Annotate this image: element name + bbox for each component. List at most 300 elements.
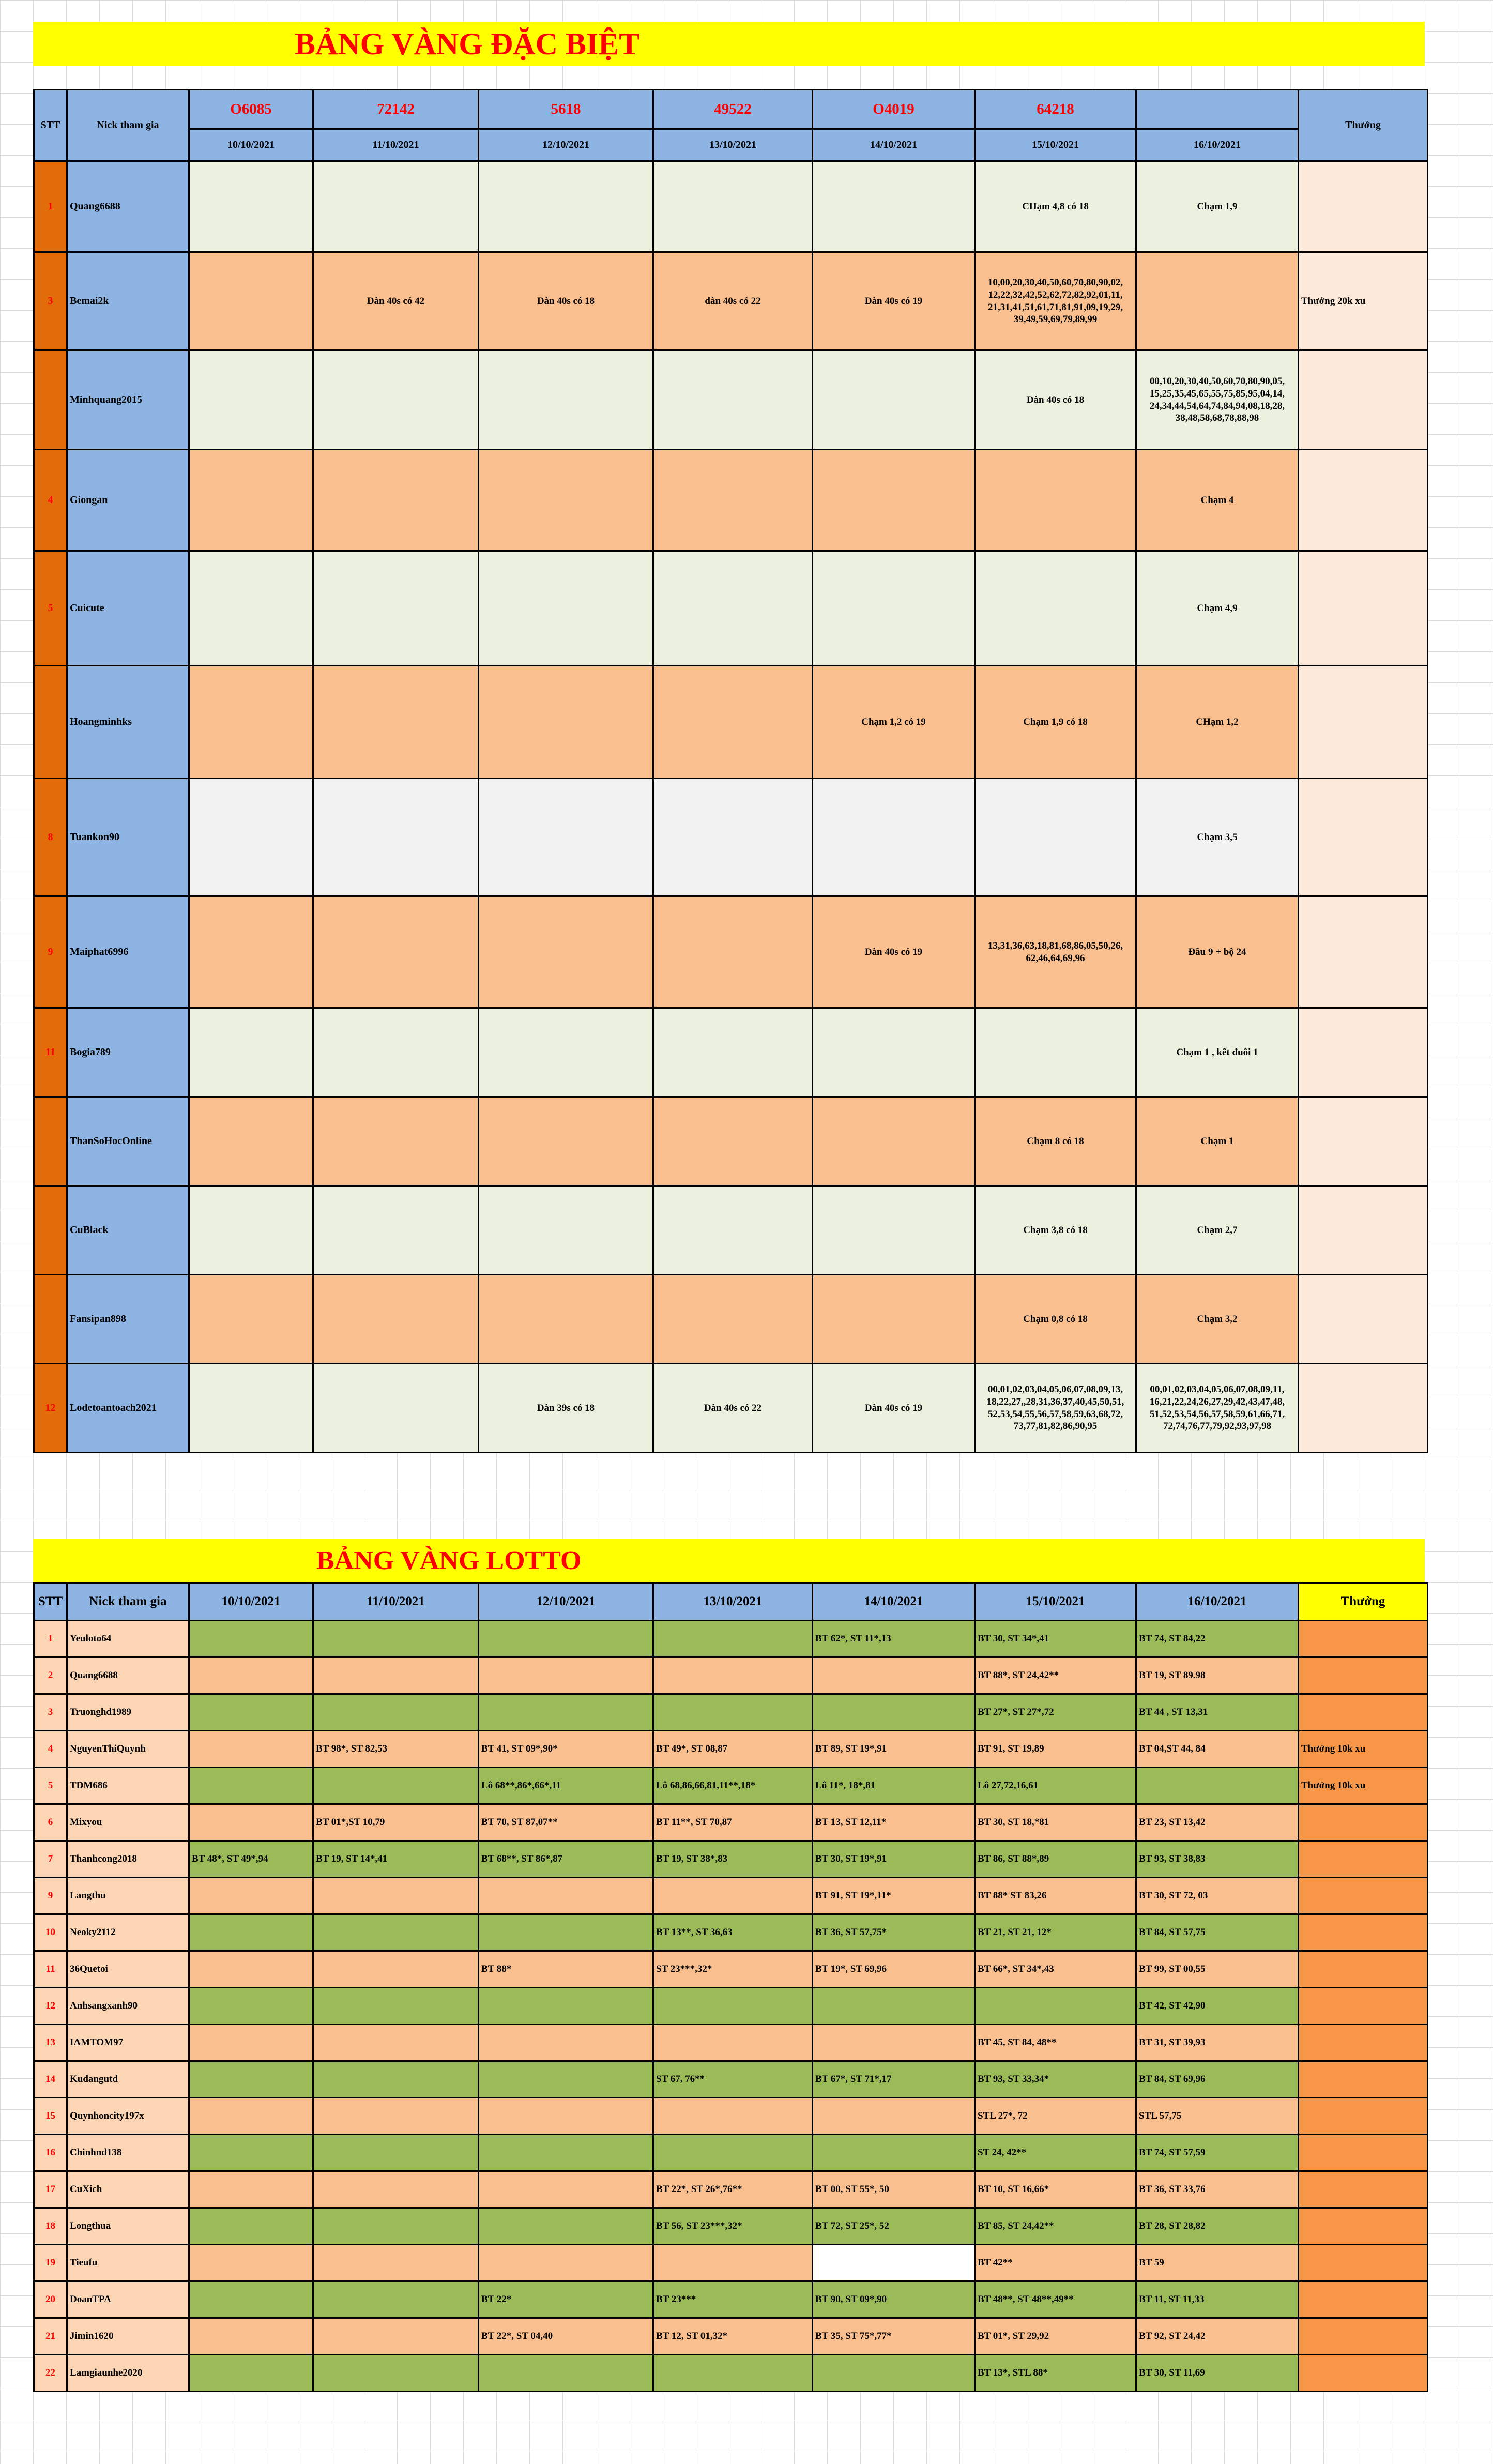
lotto-prediction-cell: BT 22*, ST 26*,76** (653, 2171, 813, 2208)
lotto-row (34, 1951, 1428, 1988)
lotto-prediction-cell (189, 2135, 313, 2171)
lotto-row-stt: 2 (34, 1657, 67, 1694)
reward-cell (1299, 896, 1428, 1008)
lotto-prediction-cell: BT 49*, ST 08,87 (653, 1731, 813, 1768)
result-code (1136, 90, 1299, 129)
lotto-reward-cell: Thưởng 10k xu (1299, 1768, 1428, 1804)
lotto-prediction-cell: BT 98*, ST 82,53 (313, 1731, 479, 1768)
lotto-reward-cell (1299, 1841, 1428, 1878)
lotto-prediction-cell (813, 1694, 975, 1731)
lotto-prediction-cell: BT 19*, ST 69,96 (813, 1951, 975, 1988)
prediction-cell (653, 666, 813, 779)
lotto-prediction-cell (479, 2355, 653, 2392)
result-code: 72142 (313, 90, 479, 129)
lotto-row (34, 1621, 1428, 1657)
lotto-prediction-cell (313, 2245, 479, 2282)
date-header: 14/10/2021 (813, 129, 975, 161)
lotto-prediction-cell (313, 2282, 479, 2318)
lotto-board-title: BẢNG VÀNG LOTTO (33, 1539, 1425, 1582)
lotto-row-nick: NguyenThiQuynh (67, 1731, 189, 1768)
lotto-row-nick: Neoky2112 (67, 1914, 189, 1951)
prediction-cell (975, 450, 1136, 551)
prediction-cell (813, 1186, 975, 1275)
prediction-cell: 00,01,02,03,04,05,06,07,08,09,13, 18,22,27,,28,31,36,37,40,45,50,51, 52,53,54,55,56,57,58,59,63,68,72, 73,77,81,82,86,90,95 (975, 1364, 1136, 1453)
lotto-row-nick: Longthua (67, 2208, 189, 2245)
lotto-prediction-cell: BT 92, ST 24,42 (1136, 2318, 1299, 2355)
lotto-prediction-cell: STL 27*, 72 (975, 2098, 1136, 2135)
lotto-prediction-cell (189, 2025, 313, 2061)
prediction-cell: Chạm 0,8 có 18 (975, 1275, 1136, 1364)
prediction-cell (653, 450, 813, 551)
prediction-cell (189, 666, 313, 779)
row-nick: Bogia789 (67, 1008, 189, 1097)
prediction-cell: 00,01,02,03,04,05,06,07,08,09,11, 16,21,22,24,26,27,29,42,43,47,48, 51,52,53,54,56,57,58,59,61,66,71, 72,74,76,77,79,92,93,97,98 (1136, 1364, 1299, 1453)
date-header: 15/10/2021 (975, 129, 1136, 161)
header-reward: Thưởng (1299, 90, 1428, 161)
lotto-reward-cell (1299, 2245, 1428, 2282)
lotto-row (34, 2282, 1428, 2318)
lotto-prediction-cell: BT 93, ST 38,83 (1136, 1841, 1299, 1878)
lotto-reward-cell (1299, 2135, 1428, 2171)
header-nick: Nick tham gia (67, 90, 189, 161)
lotto-row (34, 2208, 1428, 2245)
result-code: 5618 (479, 90, 653, 129)
prediction-cell: Chạm 1,9 có 18 (975, 666, 1136, 779)
lotto-prediction-cell (313, 1914, 479, 1951)
lotto-prediction-cell: BT 30, ST 19*,91 (813, 1841, 975, 1878)
lotto-prediction-cell: BT 70, ST 87,07** (479, 1804, 653, 1841)
lotto-reward-cell (1299, 1914, 1428, 1951)
prediction-cell: Dàn 40s có 19 (813, 1364, 975, 1453)
prediction-cell (189, 252, 313, 351)
reward-cell (1299, 351, 1428, 450)
date-header: 11/10/2021 (313, 129, 479, 161)
reward-cell: Thưởng 20k xu (1299, 252, 1428, 351)
lotto-prediction-cell (653, 1988, 813, 2025)
lotto-prediction-cell: BT 30, ST 34*,41 (975, 1621, 1136, 1657)
lotto-prediction-cell: BT 36, ST 57,75* (813, 1914, 975, 1951)
row-nick: Hoangminhks (67, 666, 189, 779)
special-row (34, 252, 1428, 351)
lotto-row (34, 1988, 1428, 2025)
reward-cell (1299, 161, 1428, 252)
lotto-date-header: 15/10/2021 (975, 1583, 1136, 1621)
lotto-row (34, 1804, 1428, 1841)
row-nick: Tuankon90 (67, 779, 189, 896)
lotto-prediction-cell: BT 19, ST 89.98 (1136, 1657, 1299, 1694)
lotto-prediction-cell (189, 1988, 313, 2025)
prediction-cell (479, 450, 653, 551)
lotto-row-stt: 9 (34, 1878, 67, 1914)
special-board-title: BẢNG VÀNG ĐẶC BIỆT (33, 22, 1425, 66)
lotto-prediction-cell: BT 45, ST 84, 48** (975, 2025, 1136, 2061)
lotto-prediction-cell (313, 2135, 479, 2171)
lotto-prediction-cell (313, 1878, 479, 1914)
date-header: 12/10/2021 (479, 129, 653, 161)
lotto-reward-cell (1299, 1694, 1428, 1731)
lotto-prediction-cell (813, 2098, 975, 2135)
lotto-prediction-cell (189, 1914, 313, 1951)
prediction-cell (189, 779, 313, 896)
lotto-prediction-cell (479, 1878, 653, 1914)
row-stt: 8 (34, 779, 67, 896)
lotto-prediction-cell: Lô 27,72,16,61 (975, 1768, 1136, 1804)
date-header: 16/10/2021 (1136, 129, 1299, 161)
lotto-board-table (33, 1582, 1428, 2392)
lotto-prediction-cell (189, 1694, 313, 1731)
lotto-prediction-cell (479, 2061, 653, 2098)
lotto-prediction-cell: BT 23, ST 13,42 (1136, 1804, 1299, 1841)
prediction-cell (1136, 252, 1299, 351)
lotto-prediction-cell (189, 2355, 313, 2392)
lotto-prediction-cell (813, 2135, 975, 2171)
lotto-reward-cell (1299, 2061, 1428, 2098)
lotto-prediction-cell (189, 1657, 313, 1694)
lotto-row-nick: Quynhoncity197x (67, 2098, 189, 2135)
lotto-prediction-cell (313, 1694, 479, 1731)
prediction-cell (189, 351, 313, 450)
lotto-prediction-cell (189, 2208, 313, 2245)
lotto-row-stt: 3 (34, 1694, 67, 1731)
lotto-prediction-cell: BT 10, ST 16,66* (975, 2171, 1136, 2208)
reward-cell (1299, 450, 1428, 551)
lotto-prediction-cell: BT 36, ST 33,76 (1136, 2171, 1299, 2208)
row-stt: 5 (34, 551, 67, 666)
prediction-cell (313, 161, 479, 252)
prediction-cell: 10,00,20,30,40,50,60,70,80,90,02, 12,22,32,42,52,62,72,82,92,01,11, 21,31,41,51,61,71,81,91,09,19,29, 39,49,59,69,79,89,99 (975, 252, 1136, 351)
lotto-prediction-cell (189, 1731, 313, 1768)
special-row (34, 450, 1428, 551)
lotto-prediction-cell (479, 1621, 653, 1657)
lotto-prediction-cell (653, 2245, 813, 2282)
lotto-prediction-cell: BT 42, ST 42,90 (1136, 1988, 1299, 2025)
prediction-cell: Dàn 40s có 18 (975, 351, 1136, 450)
lotto-row-nick: Tieufu (67, 2245, 189, 2282)
lotto-prediction-cell (313, 1657, 479, 1694)
lotto-row (34, 1878, 1428, 1914)
prediction-cell (313, 779, 479, 896)
prediction-cell (813, 351, 975, 450)
special-row (34, 1275, 1428, 1364)
lotto-row-nick: TDM686 (67, 1768, 189, 1804)
lotto-prediction-cell: BT 68**, ST 86*,87 (479, 1841, 653, 1878)
row-nick: Maiphat6996 (67, 896, 189, 1008)
prediction-cell (653, 551, 813, 666)
lotto-prediction-cell: BT 85, ST 24,42** (975, 2208, 1136, 2245)
lotto-date-header: 16/10/2021 (1136, 1583, 1299, 1621)
lotto-prediction-cell: BT 59 (1136, 2245, 1299, 2282)
lotto-prediction-cell (653, 1878, 813, 1914)
lotto-row-nick: Thanhcong2018 (67, 1841, 189, 1878)
prediction-cell: Chạm 8 có 18 (975, 1097, 1136, 1186)
lotto-prediction-cell (189, 2245, 313, 2282)
lotto-row-nick: Mixyou (67, 1804, 189, 1841)
lotto-prediction-cell: BT 23*** (653, 2282, 813, 2318)
lotto-row (34, 2098, 1428, 2135)
lotto-prediction-cell (975, 1988, 1136, 2025)
special-row (34, 1008, 1428, 1097)
reward-cell (1299, 1008, 1428, 1097)
lotto-prediction-cell (189, 2061, 313, 2098)
lotto-header-stt: STT (34, 1583, 67, 1621)
prediction-cell (813, 779, 975, 896)
lotto-prediction-cell (479, 1914, 653, 1951)
prediction-cell (653, 896, 813, 1008)
lotto-prediction-cell (313, 2025, 479, 2061)
prediction-cell (313, 1186, 479, 1275)
lotto-row-stt: 16 (34, 2135, 67, 2171)
row-nick: Giongan (67, 450, 189, 551)
special-row (34, 1186, 1428, 1275)
prediction-cell (189, 1364, 313, 1453)
lotto-reward-cell (1299, 2318, 1428, 2355)
lotto-date-header: 13/10/2021 (653, 1583, 813, 1621)
lotto-prediction-cell (189, 2282, 313, 2318)
lotto-prediction-cell: BT 13, ST 12,11* (813, 1804, 975, 1841)
reward-cell (1299, 666, 1428, 779)
lotto-row-nick: Langthu (67, 1878, 189, 1914)
prediction-cell: Dàn 40s có 18 (479, 252, 653, 351)
lotto-prediction-cell (653, 2098, 813, 2135)
lotto-prediction-cell (653, 1694, 813, 1731)
row-stt: 11 (34, 1008, 67, 1097)
lotto-prediction-cell (479, 2245, 653, 2282)
prediction-cell: 00,10,20,30,40,50,60,70,80,90,05, 15,25,35,45,65,55,75,85,95,04,14, 24,34,44,54,64,74,84,94,08,18,28, 38,48,58,68,78,88,98 (1136, 351, 1299, 450)
prediction-cell (479, 1275, 653, 1364)
prediction-cell: Chạm 4 (1136, 450, 1299, 551)
lotto-prediction-cell: BT 30, ST 11,69 (1136, 2355, 1299, 2392)
lotto-prediction-cell (313, 2171, 479, 2208)
prediction-cell (479, 351, 653, 450)
lotto-row (34, 2135, 1428, 2171)
prediction-cell: Chạm 1,9 (1136, 161, 1299, 252)
prediction-cell (479, 779, 653, 896)
row-stt: 9 (34, 896, 67, 1008)
lotto-row-nick: CuXich (67, 2171, 189, 2208)
lotto-row-nick: Chinhnd138 (67, 2135, 189, 2171)
lotto-prediction-cell: BT 30, ST 72, 03 (1136, 1878, 1299, 1914)
lotto-row-stt: 11 (34, 1951, 67, 1988)
lotto-prediction-cell: BT 72, ST 25*, 52 (813, 2208, 975, 2245)
prediction-cell (813, 450, 975, 551)
row-stt (34, 351, 67, 450)
prediction-cell: dàn 40s có 22 (653, 252, 813, 351)
result-code: 49522 (653, 90, 813, 129)
lotto-row-stt: 6 (34, 1804, 67, 1841)
prediction-cell (813, 1008, 975, 1097)
lotto-prediction-cell (189, 1878, 313, 1914)
prediction-cell: Chạm 1 (1136, 1097, 1299, 1186)
lotto-prediction-cell: BT 28, ST 28,82 (1136, 2208, 1299, 2245)
special-row (34, 551, 1428, 666)
prediction-cell (479, 666, 653, 779)
prediction-cell (189, 1008, 313, 1097)
lotto-prediction-cell (313, 2208, 479, 2245)
lotto-prediction-cell: BT 19, ST 38*,83 (653, 1841, 813, 1878)
lotto-row (34, 2171, 1428, 2208)
lotto-row-stt: 5 (34, 1768, 67, 1804)
lotto-prediction-cell (189, 1951, 313, 1988)
lotto-prediction-cell (313, 2098, 479, 2135)
row-stt (34, 1186, 67, 1275)
prediction-cell (189, 551, 313, 666)
reward-cell (1299, 1097, 1428, 1186)
lotto-row-stt: 7 (34, 1841, 67, 1878)
lotto-row-nick: DoanTPA (67, 2282, 189, 2318)
lotto-prediction-cell (313, 2061, 479, 2098)
lotto-prediction-cell: BT 27*, ST 27*,72 (975, 1694, 1136, 1731)
lotto-row-nick: Quang6688 (67, 1657, 189, 1694)
prediction-cell (479, 1097, 653, 1186)
prediction-cell: Dàn 39s có 18 (479, 1364, 653, 1453)
lotto-row-nick: Yeuloto64 (67, 1621, 189, 1657)
prediction-cell (313, 896, 479, 1008)
lotto-reward-cell (1299, 1951, 1428, 1988)
row-stt (34, 1097, 67, 1186)
lotto-header-nick: Nick tham gia (67, 1583, 189, 1621)
lotto-prediction-cell: BT 99, ST 00,55 (1136, 1951, 1299, 1988)
special-row (34, 779, 1428, 896)
row-stt: 4 (34, 450, 67, 551)
prediction-cell: CHạm 1,2 (1136, 666, 1299, 779)
lotto-row (34, 1694, 1428, 1731)
lotto-prediction-cell: BT 66*, ST 34*,43 (975, 1951, 1136, 1988)
prediction-cell: Dàn 40s có 19 (813, 252, 975, 351)
lotto-prediction-cell: BT 35, ST 75*,77* (813, 2318, 975, 2355)
lotto-row (34, 1657, 1428, 1694)
result-code: O4019 (813, 90, 975, 129)
lotto-row (34, 2318, 1428, 2355)
lotto-prediction-cell: BT 89, ST 19*,91 (813, 1731, 975, 1768)
lotto-prediction-cell (813, 1988, 975, 2025)
prediction-cell: 13,31,36,63,18,81,68,86,05,50,26, 62,46,64,69,96 (975, 896, 1136, 1008)
row-nick: Fansipan898 (67, 1275, 189, 1364)
lotto-header-reward: Thưởng (1299, 1583, 1428, 1621)
result-code: O6085 (189, 90, 313, 129)
lotto-prediction-cell (313, 1951, 479, 1988)
lotto-prediction-cell: BT 44 , ST 13,31 (1136, 1694, 1299, 1731)
lotto-prediction-cell: BT 93, ST 33,34* (975, 2061, 1136, 2098)
lotto-prediction-cell: BT 01*, ST 29,92 (975, 2318, 1136, 2355)
lotto-row (34, 1914, 1428, 1951)
lotto-prediction-cell (479, 1657, 653, 1694)
lotto-reward-cell (1299, 2171, 1428, 2208)
prediction-cell (813, 551, 975, 666)
lotto-prediction-cell (653, 1657, 813, 1694)
lotto-row-stt: 21 (34, 2318, 67, 2355)
lotto-prediction-cell (479, 2135, 653, 2171)
prediction-cell (189, 1275, 313, 1364)
row-nick: CuBlack (67, 1186, 189, 1275)
lotto-prediction-cell (813, 2355, 975, 2392)
lotto-prediction-cell (313, 2355, 479, 2392)
row-nick: Lodetoantoach2021 (67, 1364, 189, 1453)
lotto-prediction-cell: BT 01*,ST 10,79 (313, 1804, 479, 1841)
lotto-prediction-cell (653, 2025, 813, 2061)
lotto-prediction-cell: BT 42** (975, 2245, 1136, 2282)
prediction-cell (813, 1097, 975, 1186)
lotto-prediction-cell: BT 00, ST 55*, 50 (813, 2171, 975, 2208)
prediction-cell (313, 1008, 479, 1097)
row-stt: 12 (34, 1364, 67, 1453)
prediction-cell (313, 351, 479, 450)
lotto-row-stt: 12 (34, 1988, 67, 2025)
lotto-row-stt: 19 (34, 2245, 67, 2282)
lotto-reward-cell (1299, 2282, 1428, 2318)
prediction-cell: Dàn 40s có 22 (653, 1364, 813, 1453)
lotto-prediction-cell (479, 2171, 653, 2208)
lotto-prediction-cell: BT 88* ST 83,26 (975, 1878, 1136, 1914)
lotto-prediction-cell (189, 1804, 313, 1841)
prediction-cell (189, 1186, 313, 1275)
prediction-cell (479, 551, 653, 666)
lotto-date-header: 11/10/2021 (313, 1583, 479, 1621)
lotto-reward-cell (1299, 2025, 1428, 2061)
special-row (34, 351, 1428, 450)
prediction-cell (813, 1275, 975, 1364)
lotto-prediction-cell: BT 13**, ST 36,63 (653, 1914, 813, 1951)
prediction-cell (813, 161, 975, 252)
lotto-prediction-cell (189, 1768, 313, 1804)
lotto-prediction-cell: BT 67*, ST 71*,17 (813, 2061, 975, 2098)
lotto-prediction-cell: BT 74, ST 84,22 (1136, 1621, 1299, 1657)
lotto-reward-cell (1299, 2208, 1428, 2245)
prediction-cell: Dàn 40s có 19 (813, 896, 975, 1008)
lotto-prediction-cell: BT 86, ST 88*,89 (975, 1841, 1136, 1878)
result-code: 64218 (975, 90, 1136, 129)
reward-cell (1299, 1275, 1428, 1364)
lotto-prediction-cell: Lô 68,86,66,81,11**,18* (653, 1768, 813, 1804)
lotto-prediction-cell (653, 2135, 813, 2171)
lotto-prediction-cell: BT 84, ST 57,75 (1136, 1914, 1299, 1951)
prediction-cell (653, 1275, 813, 1364)
reward-cell (1299, 551, 1428, 666)
row-stt: 3 (34, 252, 67, 351)
lotto-prediction-cell: ST 67, 76** (653, 2061, 813, 2098)
lotto-row (34, 1731, 1428, 1768)
lotto-row (34, 2245, 1428, 2282)
special-row (34, 666, 1428, 779)
lotto-row (34, 1841, 1428, 1878)
lotto-row (34, 2025, 1428, 2061)
lotto-row-nick: Lamgiaunhe2020 (67, 2355, 189, 2392)
lotto-prediction-cell (479, 2098, 653, 2135)
lotto-prediction-cell: BT 56, ST 23***,32* (653, 2208, 813, 2245)
lotto-reward-cell (1299, 1988, 1428, 2025)
special-row (34, 1097, 1428, 1186)
lotto-row-nick: 36Quetoi (67, 1951, 189, 1988)
lotto-prediction-cell (189, 2171, 313, 2208)
lotto-prediction-cell: BT 13*, STL 88* (975, 2355, 1136, 2392)
lotto-date-header: 10/10/2021 (189, 1583, 313, 1621)
lotto-row-stt: 13 (34, 2025, 67, 2061)
prediction-cell (653, 1097, 813, 1186)
row-nick: Bemai2k (67, 252, 189, 351)
row-nick: Minhquang2015 (67, 351, 189, 450)
row-stt (34, 666, 67, 779)
lotto-prediction-cell (813, 2245, 975, 2282)
lotto-prediction-cell: ST 24, 42** (975, 2135, 1136, 2171)
lotto-prediction-cell: BT 48**, ST 48**,49** (975, 2282, 1136, 2318)
lotto-row-stt: 10 (34, 1914, 67, 1951)
lotto-prediction-cell: Lô 68**,86*,66*,11 (479, 1768, 653, 1804)
prediction-cell (653, 161, 813, 252)
prediction-cell (313, 1275, 479, 1364)
lotto-prediction-cell (479, 1694, 653, 1731)
lotto-row-stt: 20 (34, 2282, 67, 2318)
date-header: 10/10/2021 (189, 129, 313, 161)
lotto-prediction-cell (189, 1621, 313, 1657)
